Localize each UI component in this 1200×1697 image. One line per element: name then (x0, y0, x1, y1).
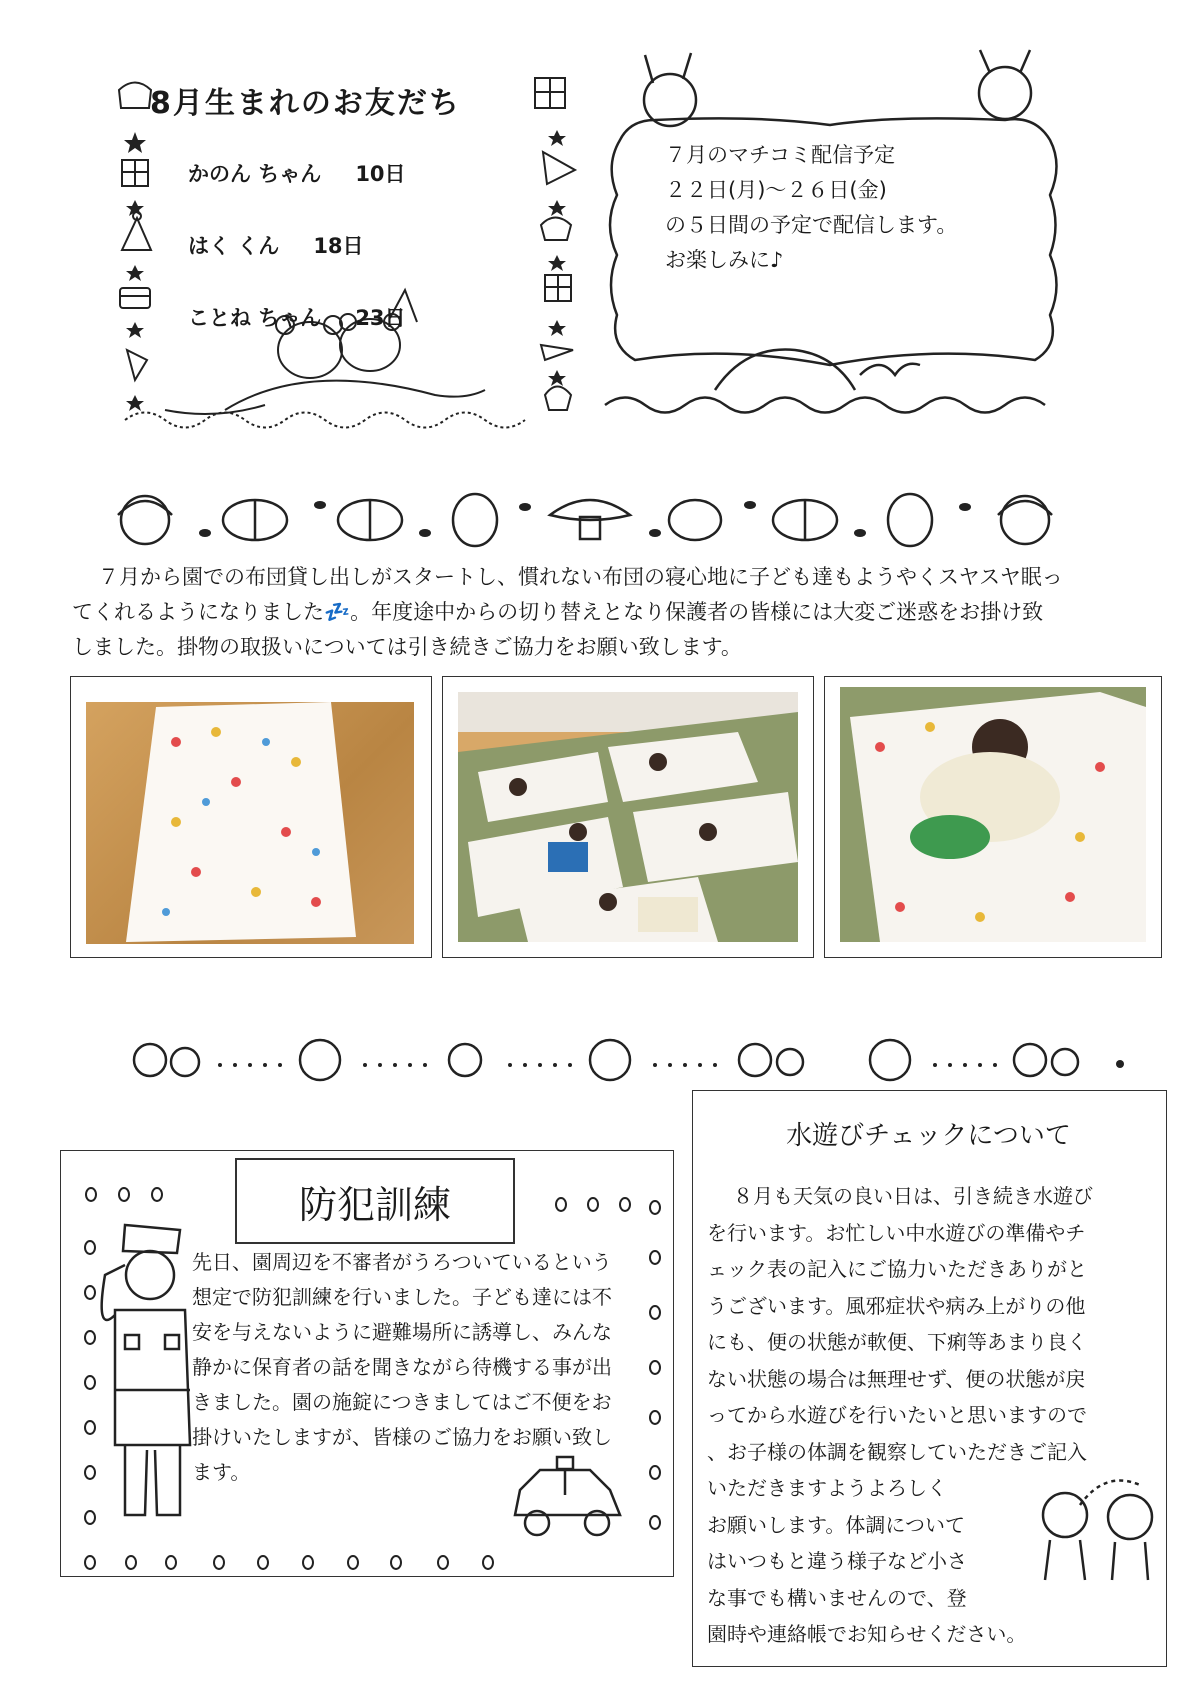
birthday-child-2 (188, 230, 364, 260)
photo-frame-2 (442, 676, 814, 958)
water-line: ェック表の記入にご協力いただきありがと (707, 1257, 1087, 1281)
child-name: ことね ちゃん (188, 306, 322, 330)
insect-divider (110, 485, 1070, 555)
child-name: かのん ちゃん (188, 162, 322, 186)
sleeping-children-photo (458, 692, 798, 942)
water-line: ってから水遊びを行いたいと思いますので (707, 1403, 1087, 1427)
machicomi-line: の５日間の予定で配信します。 (665, 213, 958, 237)
futon-line: しました。掛物の取扱いについては引き続きご協力をお願い致します。 (72, 635, 742, 659)
water-line: お願いします。体調について (707, 1512, 965, 1537)
crime-line: ます。 (192, 1460, 251, 1484)
machicomi-line: ７月のマチコミ配信予定 (665, 143, 896, 167)
water-line: いただきますようよろしく (707, 1476, 947, 1500)
flower-divider (110, 1030, 1140, 1090)
crime-line: 掛けいたしますが、皆様のご協力をお願い致し (192, 1425, 612, 1449)
water-line: ない状態の場合は無理せず、便の状態が戻 (707, 1366, 1086, 1391)
futon-line: ７月から園での布団貸し出しがスタートし、慣れない布団の寝心地に子ども達もようやくスヤスヤ眠っ (98, 565, 1063, 589)
crime-drill-title: 防犯訓練 (235, 1158, 515, 1244)
child-day: 18日 (313, 234, 364, 258)
futon-line: てくれるようになりました💤。年度途中からの切り替えとなり保護者の皆様には大変ご迷惑をお掛け致 (72, 600, 1044, 624)
photo-frame-3 (824, 676, 1162, 958)
birthday-title: 8月生まれのお友だち (150, 86, 461, 121)
sleeping-children-photo-art (458, 692, 798, 942)
sleeping-child-closeup-photo (840, 687, 1146, 942)
water-line: うございます。風邪症状や病み上がりの他 (707, 1293, 1086, 1318)
water-line: はいつもと違う様子など小さ (707, 1549, 967, 1573)
child-name: はく くん (188, 234, 280, 258)
child-day: 10日 (355, 162, 406, 186)
crime-line: 静かに保育者の話を聞きながら待機する事が出 (192, 1355, 612, 1379)
water-line: 、お子様の体調を観察していただきご記入 (707, 1439, 1087, 1464)
water-play-title: 水遊びチェックについて (786, 1121, 1071, 1151)
water-line: 園時や連絡帳でお知らせください。 (707, 1622, 1027, 1646)
futon-paragraph (72, 560, 1132, 665)
crime-line: 先日、園周辺を不審者がうろついているという (192, 1250, 612, 1274)
water-line: な事でも構いませんので、登 (707, 1585, 967, 1610)
birthday-child-3 (188, 302, 406, 332)
child-day: 23日 (355, 306, 406, 330)
crime-drill-text (192, 1245, 644, 1490)
police-car-illustration (505, 1455, 635, 1545)
machicomi-text (665, 138, 957, 278)
birthday-child-1 (188, 158, 406, 188)
crime-line: きました。園の施錠につきましてはご不便をお (192, 1390, 612, 1414)
photo-frame-1 (70, 676, 432, 958)
water-line: にも、便の状態が軟便、下痢等あまり良く (707, 1330, 1087, 1354)
water-line: を行います。お忙しい中水遊びの準備やチ (707, 1220, 1086, 1245)
futon-photo (86, 702, 414, 944)
machicomi-line: お楽しみに♪ (665, 248, 784, 272)
machicomi-line: ２２日(月)～２６日(金) (665, 178, 887, 202)
futon-photo-art (86, 702, 414, 944)
crime-line: 安を与えないように避難場所に誘導し、みんな (192, 1320, 612, 1344)
police-officer-illustration (85, 1215, 195, 1535)
sleeping-child-closeup-art (840, 687, 1146, 942)
water-line: ８月も天気の良い日は、引き続き水遊び (733, 1184, 1093, 1208)
water-play-children-illustration (1020, 1465, 1170, 1585)
crime-line: 想定で防犯訓練を行いました。子ども達には不 (192, 1285, 612, 1309)
